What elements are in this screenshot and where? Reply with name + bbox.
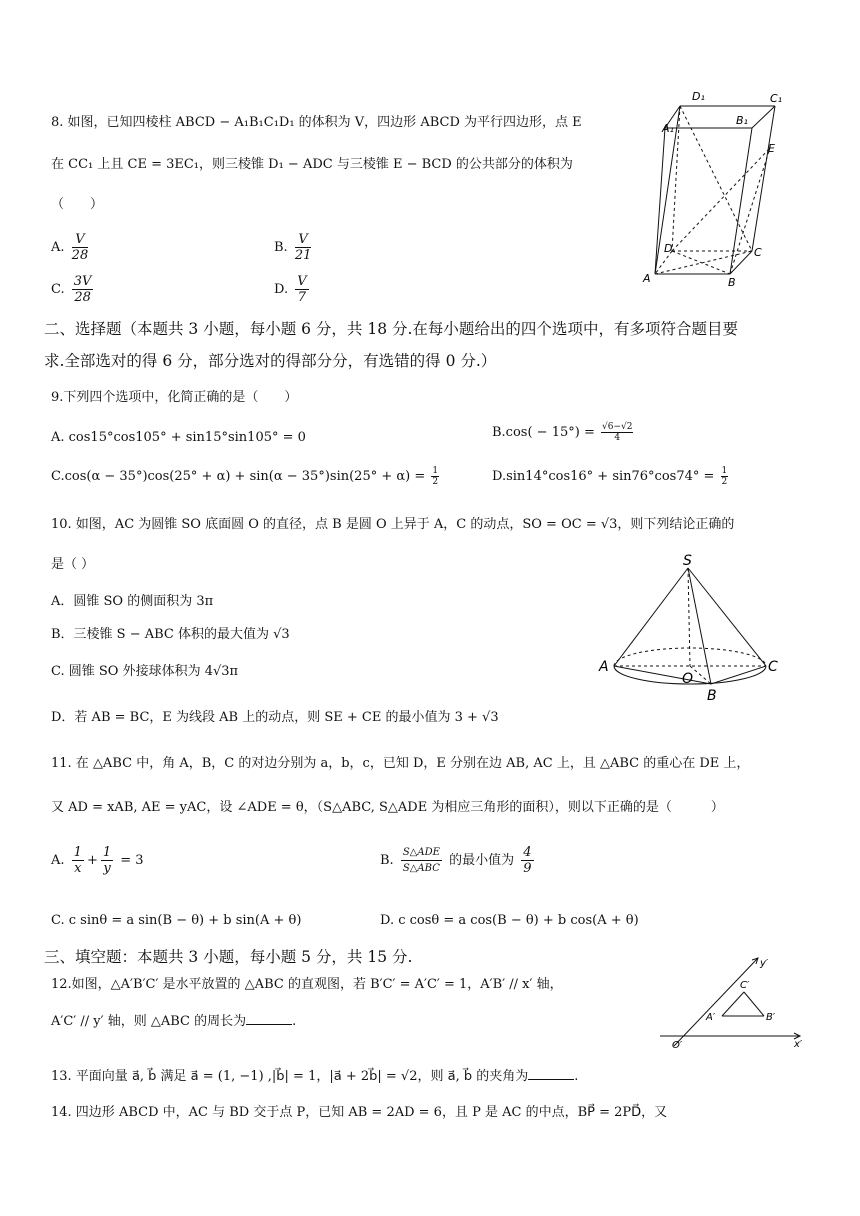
- label-a: A: [643, 272, 651, 285]
- q10-option-c[interactable]: C. 圆锥 SO 外接球体积为 4√3π: [51, 664, 239, 679]
- label-e: E: [768, 142, 775, 155]
- label-b1: B₁: [736, 114, 748, 127]
- label-b: B: [707, 688, 717, 704]
- label-o-prime: O′: [672, 1040, 683, 1048]
- q8-option-b[interactable]: B. $\frac{V}{21}$: [274, 232, 312, 263]
- label-a-prime: A′: [706, 1012, 716, 1023]
- q10-option-a[interactable]: A．圆锥 SO 的侧面积为 3π: [51, 594, 214, 609]
- q9-option-d[interactable]: D.sin14°cos16° + sin76°cos74° = $\frac{1}{2}$: [492, 466, 728, 487]
- q8-prism-figure: [640, 86, 800, 291]
- q13-answer-blank[interactable]: [528, 1067, 574, 1080]
- q12-axes-figure: [656, 952, 806, 1048]
- q12-stem-line1: 12.如图，△A′B′C′ 是水平放置的 △ABC 的直观图，若 B′C′ = A′C′ = 1，A′B′ // x′ 轴，: [51, 977, 563, 992]
- label-c: C: [768, 659, 778, 675]
- q8-option-d[interactable]: D. $\frac{V}{7}$: [274, 274, 307, 305]
- label-c1: C₁: [770, 92, 783, 105]
- q9-option-a[interactable]: A. cos15°cos105° + sin15°sin105° = 0: [51, 430, 306, 445]
- label-y-axis: y′: [760, 958, 769, 969]
- q9-option-b[interactable]: B.cos( − 15°) = $\frac{√6-√2}{4}$: [492, 422, 633, 443]
- q11-stem-line1: 11. 在 △ABC 中，角 A，B，C 的对边分别为 a，b，c，已知 D，E 分别在边 AB, AC 上，且 △ABC 的重心在 DE 上，: [51, 756, 750, 771]
- q11-option-b[interactable]: B. $\frac{\text{S△ADE}}{\text{S△ABC}}$ 的最小值为 $\frac{4}{9}$: [380, 845, 532, 876]
- q13-stem: 13. 平面向量 a⃗, b⃗ 满足 a⃗ = (1, −1) ,|b⃗| = 1，|a⃗ + 2b⃗| = √2，则 a⃗, b⃗ 的夹角为 .: [51, 1069, 579, 1084]
- label-b-prime: B′: [766, 1012, 776, 1023]
- q10-stem-line2: 是（ ）: [51, 557, 95, 572]
- q11-stem-line2: 又 AD = xAB, AE = yAC，设 ∠ADE = θ，（S△ABC, S△ADE 为相应三角形的面积），则以下正确的是（ ）: [51, 800, 724, 815]
- label-a: A: [599, 659, 609, 675]
- label-c-prime: C′: [740, 980, 750, 991]
- q10-option-b[interactable]: B．三棱锥 S − ABC 体积的最大值为 √3: [51, 627, 290, 642]
- q10-option-d[interactable]: D．若 AB = BC，E 为线段 AB 上的动点，则 SE + CE 的最小值为 3 + √3: [51, 710, 499, 725]
- q14-stem: 14. 四边形 ABCD 中，AC 与 BD 交于点 P，已知 AB = 2AD = 6，且 P 是 AC 的中点，BP⃗ = 2PD⃗，又: [51, 1105, 668, 1120]
- q12-answer-blank[interactable]: [246, 1012, 292, 1025]
- q8-stem-line1: 8. 如图，已知四棱柱 ABCD − A₁B₁C₁D₁ 的体积为 V，四边形 ABCD 为平行四边形，点 E: [51, 115, 582, 130]
- q11-option-c[interactable]: C. c sinθ = a sin(B − θ) + b sin(A + θ): [51, 913, 302, 928]
- q9-stem: 9.下列四个选项中，化简正确的是（ ）: [51, 390, 298, 405]
- label-b: B: [728, 276, 736, 289]
- label-s: S: [683, 553, 692, 569]
- label-d1: D₁: [692, 90, 705, 103]
- q10-stem-line1: 10. 如图，AC 为圆锥 SO 底面圆 O 的直径，点 B 是圆 O 上异于 A，C 的动点，SO = OC = √3，则下列结论正确的: [51, 517, 735, 532]
- q11-option-d[interactable]: D. c cosθ = a cos(B − θ) + b cos(A + θ): [380, 913, 639, 928]
- q8-stem-line2: 在 CC₁ 上且 CE = 3EC₁，则三棱锥 D₁ − ADC 与三棱锥 E − BCD 的公共部分的体积为: [51, 157, 573, 172]
- label-c: C: [754, 246, 762, 259]
- section2-line1: 二、选择题（本题共 3 小题，每小题 6 分，共 18 分.在每小题给出的四个选项中，有多项符合题目要: [44, 320, 738, 338]
- label-x-axis: x′: [794, 1039, 803, 1048]
- q8-paren: （ ）: [51, 197, 104, 212]
- label-d: D: [664, 242, 673, 255]
- q11-option-a[interactable]: A. $\frac{1}{x}$ + $\frac{1}{y}$ = 3: [51, 845, 144, 876]
- q10-cone-figure: [596, 552, 786, 704]
- q8-option-c[interactable]: C. $\frac{3V}{28}$: [51, 274, 92, 305]
- label-a1: A₁: [662, 122, 674, 135]
- q12-stem-line2: A′C′ // y′ 轴，则 △ABC 的周长为 .: [51, 1014, 297, 1029]
- q9-option-c[interactable]: C.cos(α − 35°)cos(25° + α) + sin(α − 35°)sin(25° + α) = $\frac{1}{2}$: [51, 466, 439, 487]
- section3-title: 三、填空题：本题共 3 小题，每小题 5 分，共 15 分.: [44, 948, 413, 966]
- q8-option-a[interactable]: A. $\frac{V}{28}$: [51, 232, 89, 263]
- label-o: O: [682, 671, 694, 687]
- section2-line2: 求.全部选对的得 6 分，部分选对的得部分分，有选错的得 0 分.）: [44, 352, 497, 370]
